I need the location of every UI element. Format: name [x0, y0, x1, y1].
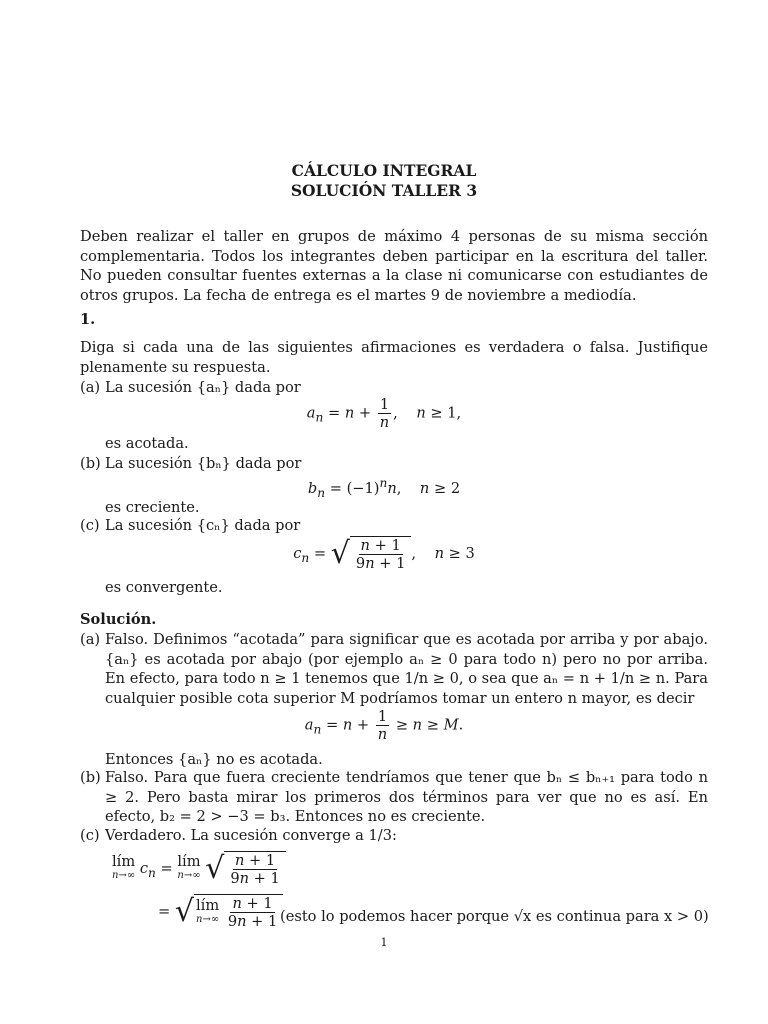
- limit-equation-line2: = √ lím n→∞ $\frac{n + 1}{9n + 1}$: [158, 893, 283, 931]
- item-b-after: es creciente.: [105, 499, 200, 516]
- item-label: (b): [80, 455, 101, 472]
- item-label: (a): [80, 379, 101, 396]
- solution-label: (a): [80, 631, 101, 648]
- problem-statement: Diga si cada una de las siguientes afirmaciones es verdadera o falsa. Justifique plenamente su respuesta.: [80, 339, 708, 376]
- equation-unbounded: $a_n = n$ + $\frac{1}{n}$ ≥ n ≥ M.: [304, 708, 464, 743]
- solution-heading: Solución.: [80, 611, 157, 628]
- solution-a-after: Entonces {aₙ} no es acotada.: [105, 751, 323, 768]
- intro-paragraph: Deben realizar el taller en grupos de máximo 4 personas de su misma sección complementaria. Todos los integrantes deben participar en la escritura del taller. No pueden consultar fuentes externas a la clase ni comunicarse con estudiantes de otros grupos. La fecha de entrega es el martes 9 de noviembre a mediodía.: [80, 228, 708, 304]
- equation-bn: $b_n = (-1)^nn$, n ≥ 2: [307, 476, 461, 500]
- solution-text: Verdadero. La sucesión converge a 1/3:: [105, 827, 397, 844]
- document-title: CÁLCULO INTEGRAL: [291, 161, 477, 180]
- item-text: La sucesión {bₙ} dada por: [105, 455, 302, 472]
- item-text: La sucesión {aₙ} dada por: [105, 379, 301, 396]
- solution-text: Falso. Definimos “acotada” para significar que es acotada por arriba y por abajo. {aₙ} es acotada por abajo (por ejemplo aₙ ≥ 0 para todo n) pero no por arriba. En efecto, para todo n ≥ 1 tenemos que 1/n ≥ 0, o sea que aₙ = n + 1/n ≥ n. Para cualquier posible cota superior M podríamos tomar un entero n mayor, es decir: [105, 631, 708, 707]
- continuity-note: (esto lo podemos hacer porque √x es continua para x > 0): [280, 908, 709, 925]
- item-text: La sucesión {cₙ} dada por: [105, 517, 301, 534]
- item-c-after: es convergente.: [105, 579, 223, 596]
- limit-equation-line1: lím n→∞ $c_n$ = lím n→∞ √ $\frac{n + 1}{9n + 1}$: [112, 850, 286, 888]
- problem-number: 1.: [80, 311, 96, 328]
- page-number: 1: [380, 936, 388, 949]
- document-subtitle: SOLUCIÓN TALLER 3: [290, 181, 478, 200]
- equation-cn: $c_n$ = √ $\frac{n + 1}{9n + 1}$ , n ≥ 3: [293, 536, 475, 572]
- solution-text: Falso. Para que fuera creciente tendríamos que tener que bₙ ≤ bₙ₊₁ para todo n ≥ 2. Pero basta mirar los primeros dos términos para ver que no es así. En efecto, b₂ = 2 > −3 = b₃. Entonces no es creciente.: [105, 769, 708, 825]
- equation-an: $a_n = n$ + $\frac{1}{n}$ , n ≥ 1,: [306, 396, 462, 431]
- item-a-after: es acotada.: [105, 435, 189, 452]
- solution-label: (b): [80, 769, 101, 786]
- item-label: (c): [80, 517, 100, 534]
- solution-label: (c): [80, 827, 100, 844]
